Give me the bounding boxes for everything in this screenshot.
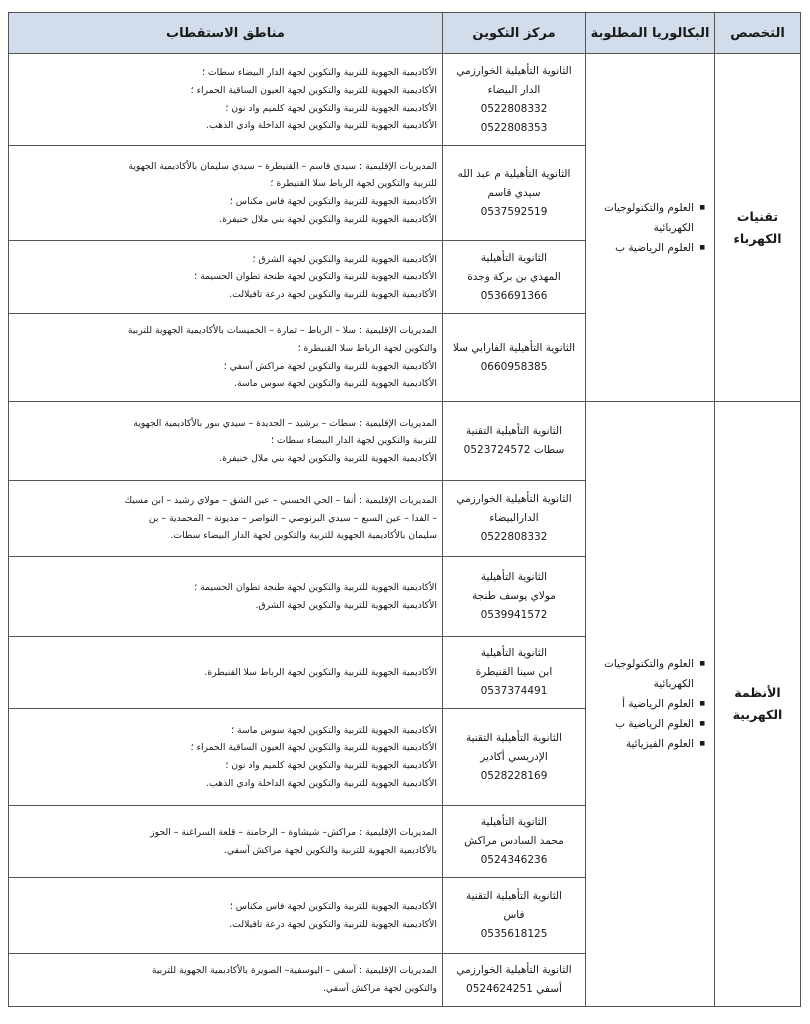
training-center-cell xyxy=(443,806,586,878)
zone-line: المديريات الإقليمية : أنفا – الحي الحسني – عين الشق – مولاي رشيد – ابن مسيك xyxy=(124,495,437,507)
zone-line: الأكاديمية الجهوية للتربية والتكوين لجهة مراكش آسفي ؛ xyxy=(223,360,437,372)
center-line: الثانوية التأهيلية التقنية xyxy=(465,890,563,902)
bac-item: ■ العلوم والتكنولوجيات الكهربائية xyxy=(592,198,694,238)
header-zones: مناطق الاستقطاب xyxy=(9,13,443,54)
center-line: الثانوية التأهيلية م عبد الله xyxy=(457,167,571,180)
table-header-row xyxy=(9,13,801,54)
zone-line: المديريات الإقليمية : سيدي قاسم – القنيطرة – سيدي سليمان بالأكاديمية الجهوية xyxy=(128,160,437,172)
recruitment-zones-cell xyxy=(9,54,443,146)
header-specialty: التخصص xyxy=(715,13,801,54)
bac-list xyxy=(592,654,708,754)
center-line: سطات 0523724572 xyxy=(463,444,565,456)
zone-line: الأكاديمية الجهوية للتربية والتكوين لجهة الداخلة وادي الذهب. xyxy=(206,120,437,132)
recruitment-zones-cell xyxy=(9,314,443,402)
zone-line: الأكاديمية الجهوية للتربية والتكوين لجهة الداخلة وادي الذهب. xyxy=(206,777,437,789)
recruitment-zones-cell xyxy=(9,402,443,481)
zone-line: الأكاديمية الجهوية للتربية والتكوين لجهة فاس مكناس ؛ xyxy=(229,900,437,912)
table-body xyxy=(9,54,801,1007)
center-line: المهدي بن بركة وجدة xyxy=(467,270,561,283)
zone-line: الأكاديمية الجهوية للتربية والتكوين لجهة العيون الساقية الحمراء ؛ xyxy=(190,84,437,96)
zone-line: الأكاديمية الجهوية للتربية والتكوين لجهة طنجة تطوان الحسيمة ؛ xyxy=(194,581,437,593)
specialties-table xyxy=(8,12,801,1007)
recruitment-zones-cell xyxy=(9,806,443,878)
training-center-cell xyxy=(443,481,586,557)
center-line: الثانوية التأهيلية الخوارزمي xyxy=(456,964,572,976)
center-line: الثانوية التأهيلية التقنية xyxy=(465,731,563,744)
zone-line: المديريات الإقليمية : آسفي – اليوسفية– الصويرة بالأكاديمية الجهوية للتربية xyxy=(151,965,437,977)
recruitment-zones-cell xyxy=(9,481,443,557)
center-line: الدارالبيضاء xyxy=(489,512,539,524)
center-line: الثانوية التأهيلية xyxy=(480,647,548,659)
bac-item: ■ العلوم الرياضية ب xyxy=(592,714,694,734)
center-line: الثانوية التأهيلية xyxy=(480,251,548,264)
zone-line: والتكوين لجهة الرباط سلا القنيطرة ؛ xyxy=(297,342,437,354)
zone-line: الأكاديمية الجهوية للتربية والتكوين لجهة درعة تافيلالت. xyxy=(229,288,437,300)
training-center-cell xyxy=(443,402,586,481)
center-line: 0660958385 xyxy=(480,360,548,373)
zone-line: الأكاديمية الجهوية للتربية والتكوين لجهة سوس ماسة ؛ xyxy=(231,724,437,736)
training-center-cell xyxy=(443,557,586,637)
recruitment-zones-cell xyxy=(9,878,443,954)
zone-line: الأكاديمية الجهوية للتربية والتكوين لجهة كلميم واد نون ؛ xyxy=(225,102,437,114)
center-line: الإدريسي أكادير xyxy=(480,750,548,763)
zone-line: الأكاديمية الجهوية للتربية والتكوين لجهة الشرق ؛ xyxy=(252,253,437,265)
center-line: الثانوية التأهيلية xyxy=(480,571,548,583)
center-line: 0536691366 xyxy=(480,289,548,302)
zone-line: الأكاديمية الجهوية للتربية والتكوين لجهة فاس مكناس ؛ xyxy=(229,196,437,207)
header-bac: البكالوريا المطلوبة xyxy=(586,13,715,54)
recruitment-zones-cell xyxy=(9,954,443,1007)
training-center-cell xyxy=(443,146,586,241)
center-line: 0522808332 xyxy=(480,102,548,115)
bac-list xyxy=(592,198,708,258)
recruitment-zones-cell xyxy=(9,557,443,637)
center-line: 0522808353 xyxy=(480,121,548,134)
center-line: الثانوية التأهيلية الفارابي سلا xyxy=(452,341,576,354)
zone-line: للتربية والتكوين لجهة الدار البيضاء سطات ؛ xyxy=(271,435,437,447)
zone-line: الأكاديمية الجهوية للتربية والتكوين لجهة العيون الساقية الحمراء ؛ xyxy=(190,742,437,754)
recruitment-zones-cell xyxy=(9,146,443,241)
zone-line: بالأكاديمية الجهوية للتربية والتكوين لجهة مراكش آسفي. xyxy=(223,844,437,856)
bac-item: ■ العلوم الرياضية ب xyxy=(592,238,694,258)
center-line: أسفي 0524624251 xyxy=(466,983,562,995)
zone-line: الأكاديمية الجهوية للتربية والتكوين لجهة الرباط سلا القنيطرة. xyxy=(204,666,437,678)
zone-line: المديريات الإقليمية : مراكش– شيشاوة – الرحامنة – قلعة السراغنة – الحوز xyxy=(150,826,437,838)
header-center: مركز التكوين xyxy=(443,13,586,54)
training-center-cell xyxy=(443,954,586,1007)
bac-item: ■ العلوم الفيزيائية xyxy=(592,734,694,754)
table-row xyxy=(9,54,801,146)
training-center-cell xyxy=(443,54,586,146)
center-line: 0524346236 xyxy=(480,854,548,866)
center-line: الثانوية التأهيلية الخوارزمي xyxy=(456,64,572,77)
zone-line: الأكاديمية الجهوية للتربية والتكوين لجهة الدار البيضاء سطات ؛ xyxy=(201,67,437,79)
center-line: الدار البيضاء xyxy=(487,83,541,96)
specialty-cell: تقنيات الكهرباء xyxy=(715,54,801,402)
zone-line: والتكوين لجهة مراكش آسفي. xyxy=(322,983,437,994)
zone-line: الأكاديمية الجهوية للتربية والتكوين لجهة بني ملال خنيفرة. xyxy=(219,452,437,464)
zone-line: الأكاديمية الجهوية للتربية والتكوين لجهة بني ملال خنيفرة. xyxy=(219,213,437,225)
zone-line: الأكاديمية الجهوية للتربية والتكوين لجهة درعة تافيلالت. xyxy=(229,918,437,930)
zone-line: الأكاديمية الجهوية للتربية والتكوين لجهة سوس ماسة. xyxy=(234,378,437,390)
zone-line: الأكاديمية الجهوية للتربية والتكوين لجهة كلميم واد نون ؛ xyxy=(225,760,437,771)
center-line: الثانوية التأهيلية xyxy=(480,816,548,828)
zone-line: المديريات الإقليمية : سطات – برشيد – الجديدة – سيدي بنور بالأكاديمية الجهوية xyxy=(133,417,437,429)
bac-cell xyxy=(586,54,715,402)
center-line: 0539941572 xyxy=(480,609,548,621)
center-line: محمد السادس مراكش xyxy=(464,835,564,847)
center-line: 0537592519 xyxy=(480,205,548,218)
center-line: 0537374491 xyxy=(480,685,548,697)
zone-line: سليمان بالأكاديمية الجهوية للتربية والتكوين لجهة الدار البيضاء سطات. xyxy=(170,530,437,542)
bac-cell xyxy=(586,402,715,1007)
center-line: 0528228169 xyxy=(480,769,548,782)
center-line: الثانوية التأهيلية الخوارزمي xyxy=(456,493,572,505)
center-line: ابن سينا القنيطرة xyxy=(475,666,553,678)
center-line: الثانوية التأهيلية التقنية xyxy=(465,425,563,437)
bac-item: ■ العلوم والتكنولوجيات الكهربائية xyxy=(592,654,694,694)
center-line: سيدي قاسم xyxy=(487,186,541,199)
table-row xyxy=(9,402,801,481)
zone-line: – الفدا – عين السبع – سيدي البرنوصي – النواصر – مديونة – المحمدية – بن xyxy=(148,512,437,524)
recruitment-zones-cell xyxy=(9,709,443,806)
recruitment-zones-cell xyxy=(9,241,443,314)
training-center-cell xyxy=(443,637,586,709)
training-center-cell xyxy=(443,314,586,402)
recruitment-zones-cell xyxy=(9,637,443,709)
training-center-cell xyxy=(443,709,586,806)
zone-line: الأكاديمية الجهوية للتربية والتكوين لجهة طنجة تطوان الحسيمة ؛ xyxy=(194,271,437,283)
center-line: فاس xyxy=(503,909,525,921)
training-center-cell xyxy=(443,241,586,314)
specialty-cell: الأنظمة الكهربية xyxy=(715,402,801,1007)
zone-line: الأكاديمية الجهوية للتربية والتكوين لجهة الشرق. xyxy=(255,599,437,611)
center-line: مولاي يوسف طنجة xyxy=(472,590,556,602)
training-center-cell xyxy=(443,878,586,954)
zone-line: للتربية والتكوين لجهة الرباط سلا القنيطرة ؛ xyxy=(270,178,437,190)
center-line: 0535618125 xyxy=(480,928,548,940)
zone-line: المديريات الإقليمية : سلا – الرباط – تمارة – الخميسات بالأكاديمية الجهوية للتربية xyxy=(127,325,437,337)
bac-item: ■ العلوم الرياضية أ xyxy=(592,694,694,714)
center-line: 0522808332 xyxy=(480,531,548,543)
